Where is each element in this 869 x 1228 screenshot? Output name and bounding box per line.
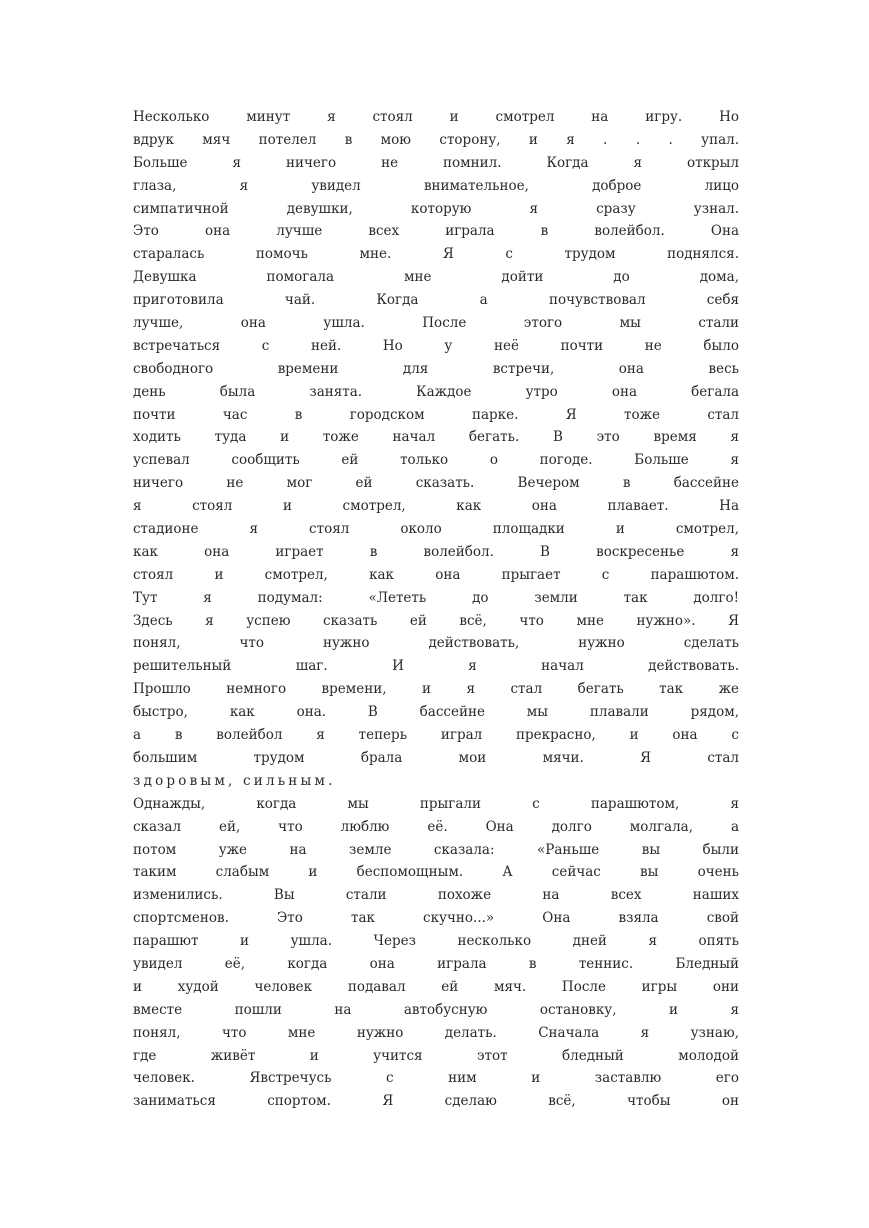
text-line: понял, что нужно действовать, нужно сделать [133,635,739,652]
text-line: и худой человек подавал ей мяч. После игры они [133,978,739,995]
text-line: изменились. Вы стали похоже на всех наших [133,887,739,904]
text-line: Прошло немного времени, и я стал бегать так же [133,681,739,698]
text-line: встречаться с ней. Но у неё почти не было [133,337,739,354]
body-text [133,106,739,1113]
text-line: день была занята. Каждое утро она бегала [133,383,739,400]
text-line: Это она лучше всех играла в волейбол. Она [133,223,739,240]
text-line: Однажды, когда мы прыгали с парашютом, я [133,795,739,812]
text-line: человек. Явстречусь с ним и заставлю его [133,1070,739,1087]
text-line: сказал ей, что люблю её. Она долго молгала, а [133,818,739,835]
text-line: ходить туда и тоже начал бегать. В это время я [133,429,739,446]
text-line: успевал сообщить ей только о погоде. Больше я [133,452,739,469]
text-line: ничего не мог ей сказать. Вечером в бассейне [133,475,739,492]
text-line: здоровым, сильным. [133,772,336,789]
text-line: стадионе я стоял около площадки и смотрел, [133,521,739,538]
text-line: заниматься спортом. Я сделаю всё, чтобы он [133,1093,739,1110]
text-line: я стоял и смотрел, как она плавает. На [133,498,739,515]
text-line: быстро, как она. В бассейне мы плавали рядом, [133,704,739,721]
text-line: вдрук мяч потелел в мою сторону, и я . . . упал. [133,131,739,148]
text-line: приготовила чай. Когда а почувствовал себя [133,292,739,309]
text-line: спортсменов. Это так скучно...» Она взяла свой [133,910,739,927]
text-line: Несколько минут я стоял и смотрел на игру. Но [133,109,739,125]
text-line: решительный шаг. И я начал действовать. [133,658,739,675]
text-line: Больше я ничего не помнил. Когда я открыл [133,154,739,171]
text-line: глаза, я увидел внимательное, доброе лицо [133,177,739,194]
text-line: стоял и смотрел, как она прыгает с парашютом. [133,566,739,583]
text-line: где живёт и учится этот бледный молодой [133,1047,739,1064]
text-line: Тут я подумал: «Лететь до земли так долго! [133,589,739,606]
text-line: свободного времени для встречи, она весь [133,360,739,377]
text-line: большим трудом брала мои мячи. Я стал [133,749,739,766]
text-line: старалась помочь мне. Я с трудом поднялся. [133,246,739,263]
text-line: понял, что мне нужно делать. Сначала я узнаю, [133,1024,739,1041]
text-line: увидел её, когда она играла в теннис. Бледный [133,955,739,972]
text-line: таким слабым и беспомощным. А сейчас вы очень [133,864,739,881]
text-line: а в волейбол я теперь играл прекрасно, и она с [133,727,739,744]
text-line: лучше, она ушла. После этого мы стали [133,315,739,332]
text-line: вместе пошли на автобусную остановку, и я [133,1001,739,1018]
text-line: Здесь я успею сказать ей всё, что мне нужно». Я [133,612,739,629]
text-line: как она играет в волейбол. В воскресенье я [133,543,739,560]
text-line: Девушка помогала мне дойти до дома, [133,269,739,286]
text-line: почти час в городском парке. Я тоже стал [133,406,739,423]
text-line: парашют и ушла. Через несколько дней я опять [133,933,739,950]
text-line: симпатичной девушки, которую я сразу узнал. [133,200,739,217]
text-line: потом уже на земле сказала: «Раньше вы были [133,841,739,858]
